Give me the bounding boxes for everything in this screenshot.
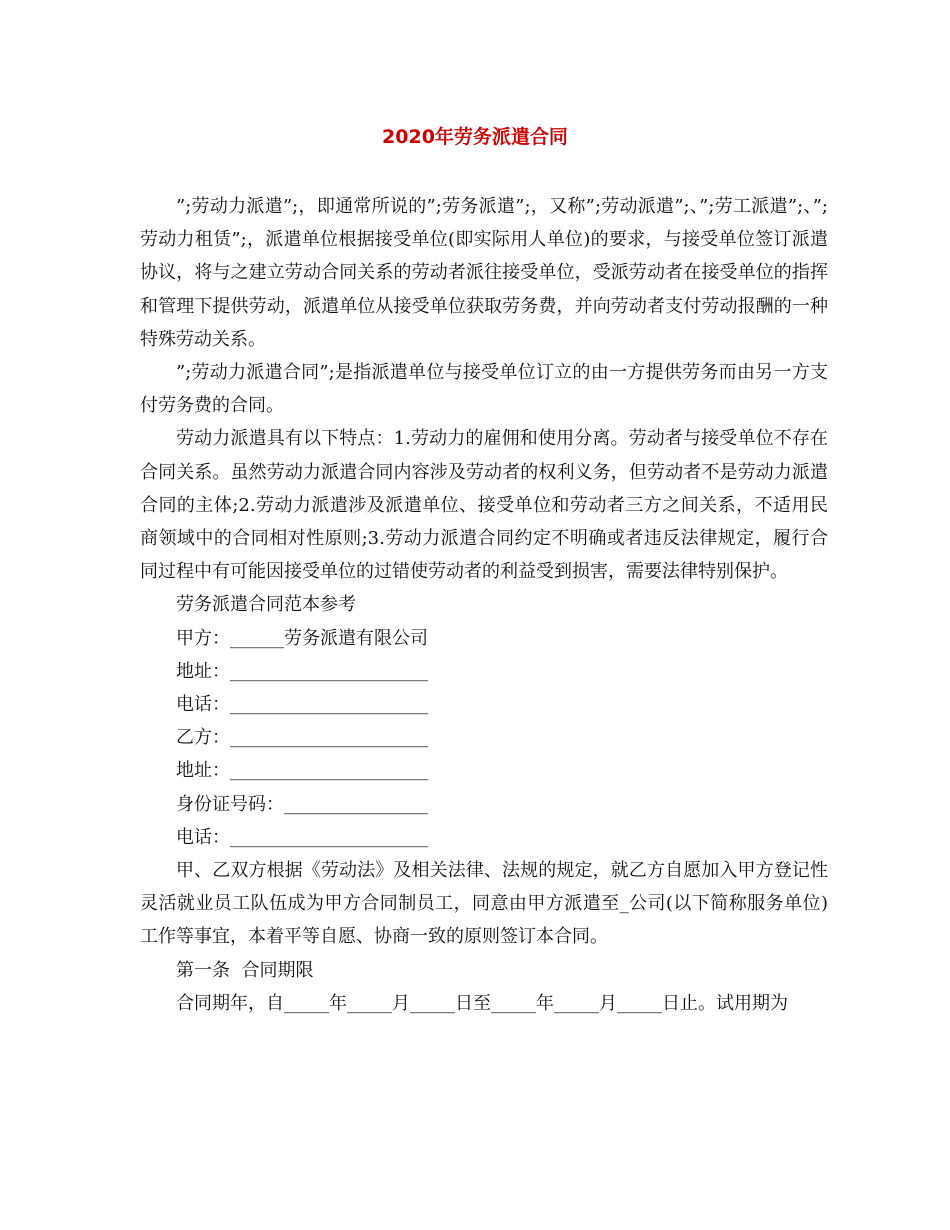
sample-heading: 劳务派遣合同范本参考: [176, 594, 356, 616]
field-party-a-address: 地址：______________________: [176, 660, 428, 682]
field-party-b-id-number: 身份证号码：________________: [176, 793, 428, 815]
document-title: 2020年劳务派遣合同: [382, 126, 568, 148]
paragraph-characteristics: 劳动力派遣具有以下特点：1.劳动力的雇佣和使用分离。劳动者与接受单位不存在合同关系。虽然劳动力派遣合同内容涉及劳动者的权利义务，但劳动者不是劳动力派遣合同的主体;2.劳动力派遣涉及派遣单位、接受单位和劳动者三方之间关系，不适用民商领域中的合同相对性原则;3.劳动力派遣合同约定不明确或者违反法律规定，履行合同过程中有可能因接受单位的过错使劳动者的利益受到损害，需要法律特别保护。: [140, 428, 828, 583]
article-1-heading: 第一条 合同期限: [176, 959, 314, 981]
field-party-b-phone: 电话：______________________: [176, 826, 428, 848]
paragraph-intro: 甲、乙双方根据《劳动法》及相关法律、法规的规定，就乙方自愿加入甲方登记性灵活就业员工队伍成为甲方合同制员工，同意由甲方派遣至_公司(以下简称服务单位)工作等事宜，本着平等自愿、协商一致的原则签订本合同。: [140, 860, 828, 948]
article-1-text: 合同期年，自_____年_____月_____日至_____年_____月_____日止。试用期为: [176, 992, 788, 1014]
paragraph-contract-definition: ”;劳动力派遣合同”;是指派遣单位与接受单位订立的由一方提供劳务而由另一方支付劳务费的合同。: [140, 362, 828, 417]
field-party-b: 乙方：______________________: [176, 727, 428, 749]
field-party-b-address: 地址：______________________: [176, 760, 428, 782]
field-party-a-phone: 电话：______________________: [176, 694, 428, 716]
document-body: [140, 190, 828, 1020]
field-party-a: 甲方：______劳务派遣有限公司: [176, 627, 428, 649]
paragraph-definition: ”;劳动力派遣”;，即通常所说的”;劳务派遣”;，又称”;劳动派遣”;、”;劳工派遣”;、”;劳动力租赁”;，派遣单位根据接受单位(即实际用人单位)的要求，与接受单位签订派遣协议，将与之建立劳动合同关系的劳动者派往接受单位，受派劳动者在接受单位的指挥和管理下提供劳动，派遣单位从接受单位获取劳务费，并向劳动者支付劳动报酬的一种特殊劳动关系。: [140, 196, 828, 350]
